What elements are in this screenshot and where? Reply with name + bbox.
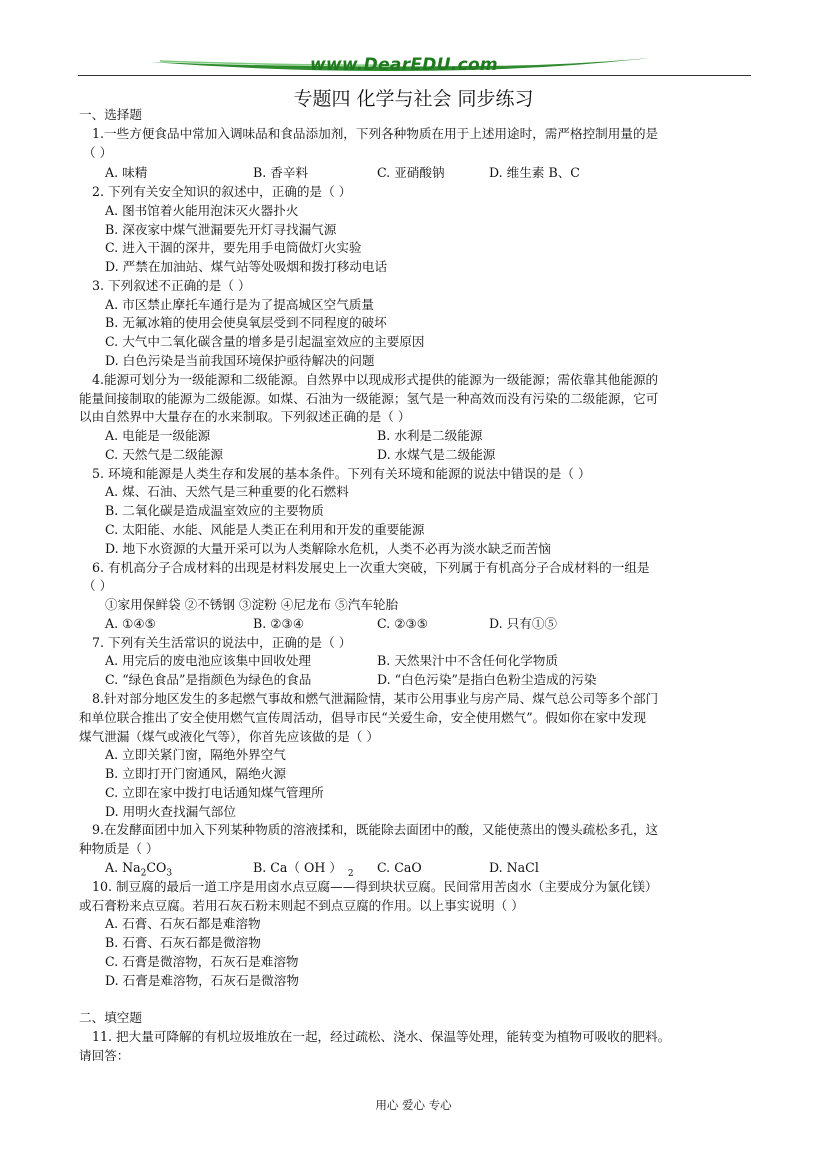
question-8-stem-line2: 和单位联合推出了安全使用燃气宣传周活动，倡导市民“关爱生命，安全使用燃气”。假如你在家中发现: [79, 710, 647, 725]
question-4-option-b: B. 水利是二级能源: [377, 428, 483, 443]
question-11-stem: 11. 把大量可降解的有机垃圾堆放在一起，经过疏松、浇水、保温等处理，能转变为植物可吸收的肥料。: [92, 1029, 671, 1044]
question-10-stem: 10. 制豆腐的最后一道工序是用卤水点豆腐——得到块状豆腐。民间常用苦卤水（主要成分为氯化镁）: [92, 879, 658, 894]
page-title: 专题四 化学与社会 同步练习: [293, 88, 534, 110]
question-8-option-a: A. 立即关紧门窗，隔绝外界空气: [105, 747, 286, 762]
question-2-option-d: D. 严禁在加油站、煤气站等处吸烟和拨打移动电话: [105, 259, 388, 274]
question-1-stem: 1.一些方便食品中常加入调味品和食品添加剂，下列各种物质在用于上述用途时，需严格控制用量的是: [92, 126, 659, 141]
question-9-stem: 9.在发酵面团中加入下列某种物质的溶液揉和，既能除去面团中的酸，又能使蒸出的馒头疏松多孔，这: [92, 822, 659, 837]
question-8-option-b: B. 立即打开门窗通风，隔绝火源: [105, 766, 286, 781]
page-header: [0, 0, 827, 90]
question-5-stem: 5. 环境和能源是人类生存和发展的基本条件。下列有关环境和能源的说法中错误的是（ ）: [92, 466, 591, 481]
question-6-stem: 6. 有机高分子合成材料的出现是材料发展史上一次重大突破，下列属于有机高分子合成材料的一组是: [92, 560, 650, 575]
question-4-stem-line3: 以由自然界中大量存在的水来制取。下列叙述正确的是（ ）: [79, 409, 411, 424]
question-10-option-c: C. 石膏是微溶物，石灰石是难溶物: [105, 954, 299, 969]
question-7-option-d: D. “白色污染”是指白色粉尘造成的污染: [377, 672, 597, 687]
header-divider: [78, 75, 751, 76]
question-1-option-c: C. 亚硝酸钠: [377, 165, 445, 180]
question-1-option-d: D. 维生素 B、C: [489, 165, 580, 180]
page-footer: 用心 爱心 专心: [375, 1098, 452, 1112]
question-2-option-a: A. 图书馆着火能用泡沫灭火器扑火: [105, 203, 299, 218]
question-3-stem: 3. 下列叙述不正确的是（ ）: [92, 278, 251, 293]
question-3-option-a: A. 市区禁止摩托车通行是为了提高城区空气质量: [105, 297, 374, 312]
question-7-stem: 7. 下列有关生活常识的说法中，正确的是（ ）: [92, 635, 352, 650]
question-1-stem-cont: （ ）: [83, 145, 113, 160]
question-5-option-c: C. 太阳能、水能、风能是人类正在利用和开发的重要能源: [105, 522, 425, 537]
question-11-stem-line2: 请回答：: [79, 1048, 130, 1063]
question-5-option-b: B. 二氧化碳是造成温室效应的主要物质: [105, 503, 324, 518]
question-9-option-b: B. Ca（ OH ） $_2$: [253, 860, 354, 879]
question-5-option-d: D. 地下水资源的大量开采可以为人类解除水危机，人类不必再为淡水缺乏而苦恼: [105, 541, 551, 556]
question-9-option-a: A. $Na_2CO_3$: [105, 860, 173, 879]
question-9-option-c: C. CaO: [377, 860, 422, 875]
question-7-option-c: C. “绿色食品”是指颜色为绿色的食品: [105, 672, 312, 687]
question-10-option-d: D. 石膏是难溶物，石灰石是微溶物: [105, 973, 299, 988]
question-6-option-c: C. ②③⑤: [377, 616, 429, 631]
question-8-option-d: D. 用明火查找漏气部位: [105, 804, 236, 819]
question-2-option-b: B. 深夜家中煤气泄漏要先开灯寻找漏气源: [105, 222, 337, 237]
question-2-stem: 2. 下列有关安全知识的叙述中，正确的是（ ）: [92, 184, 352, 199]
question-3-option-b: B. 无氟冰箱的使用会使臭氧层受到不同程度的破坏: [105, 315, 387, 330]
question-8-stem: 8.针对部分地区发生的多起燃气事故和燃气泄漏险情，某市公用事业与房产局、煤气总公司等多个部门: [92, 691, 659, 706]
question-9-option-d: D. NaCl: [489, 860, 539, 875]
question-5-option-a: A. 煤、石油、天然气是三种重要的化石燃料: [105, 484, 349, 499]
question-4-option-c: C. 天然气是二级能源: [105, 447, 223, 462]
question-8-stem-line3: 煤气泄漏（煤气或液化气等），你首先应该做的是（ ）: [79, 729, 379, 744]
question-8-option-c: C. 立即在家中拨打电话通知煤气管理所: [105, 785, 324, 800]
question-10-option-a: A. 石膏、石灰石都是难溶物: [105, 916, 261, 931]
question-4-option-d: D. 水煤气是二级能源: [377, 447, 496, 462]
question-6-stem-cont: （ ）: [83, 578, 113, 593]
header-swoosh-logo: [0, 0, 827, 90]
question-6-items: ①家用保鲜袋 ②不锈钢 ③淀粉 ④尼龙布 ⑤汽车轮胎: [105, 597, 399, 612]
question-9-stem-line2: 种物质是（ ）: [79, 841, 159, 856]
question-3-option-d: D. 白色污染是当前我国环境保护亟待解决的问题: [105, 353, 375, 368]
question-4-stem: 4.能源可划分为一级能源和二级能源。自然界中以现成形式提供的能源为一级能源；需依靠其他能源的: [92, 372, 659, 387]
question-10-option-b: B. 石膏、石灰石都是微溶物: [105, 935, 261, 950]
question-7-option-a: A. 用完后的废电池应该集中回收处理: [105, 653, 312, 668]
question-1-option-a: A. 味精: [105, 165, 148, 180]
question-6-option-a: A. ①④⑤: [105, 616, 156, 631]
question-4-stem-line2: 能量间接制取的能源为二级能源。如煤、石油为一级能源；氢气是一种高效而没有污染的二级能源，它可: [79, 391, 659, 406]
question-3-option-c: C. 大气中二氧化碳含量的增多是引起温室效应的主要原因: [105, 334, 425, 349]
question-1-option-b: B. 香辛料: [253, 165, 309, 180]
section-heading-fill: 二、填空题: [79, 1010, 142, 1025]
question-6-option-d: D. 只有①⑤: [489, 616, 558, 631]
question-2-option-c: C. 进入干涸的深井，要先用手电筒做灯火实验: [105, 240, 362, 255]
section-heading-choice: 一、选择题: [79, 107, 142, 122]
question-10-stem-line2: 或石膏粉来点豆腐。若用石灰石粉末则起不到点豆腐的作用。以上事实说明（ ）: [79, 898, 524, 913]
question-7-option-b: B. 天然果汁中不含任何化学物质: [377, 653, 558, 668]
question-4-option-a: A. 电能是一级能源: [105, 428, 211, 443]
question-6-option-b: B. ②③④: [253, 616, 305, 631]
site-logo-text: www.DearEDU.com: [310, 55, 498, 75]
